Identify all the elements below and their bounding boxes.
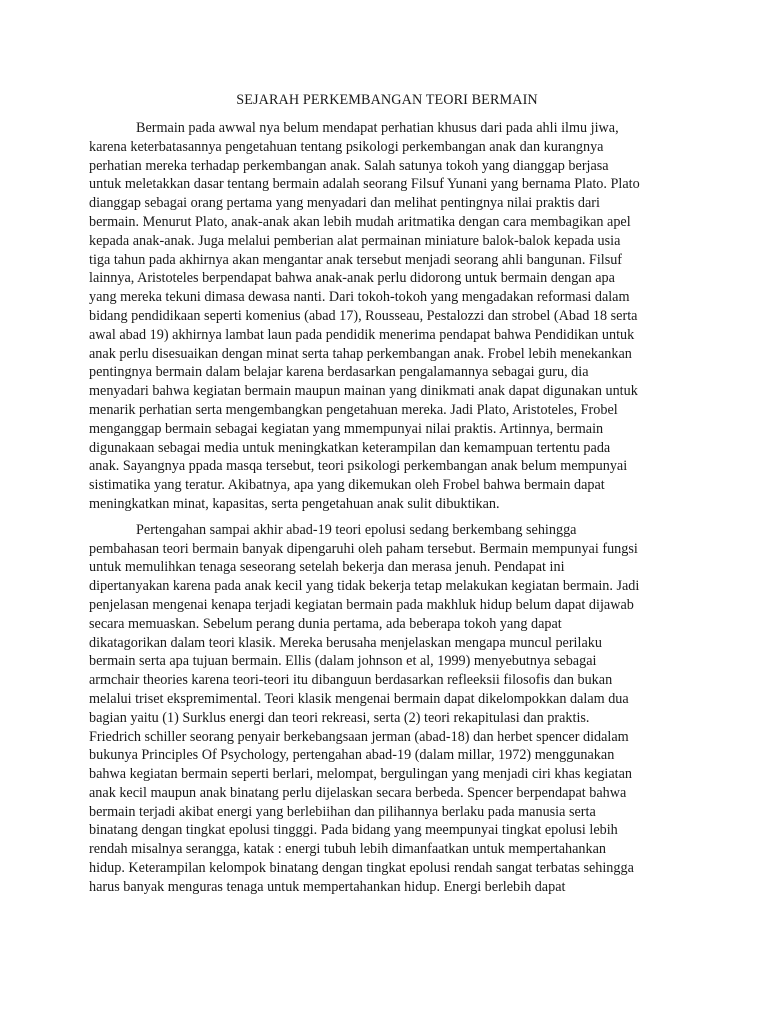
text-line: karena keterbatasannya pengetahuan tentang psikologi perkembangan anak dan kurangnya (89, 138, 604, 155)
document-page (89, 91, 685, 897)
document-title: SEJARAH PERKEMBANGAN TEORI BERMAIN (236, 92, 538, 108)
text-line: Pertengahan sampai akhir abad-19 teori epolusi sedang berkembang sehingga (136, 521, 577, 538)
text-line: penjelasan mengenai kenapa terjadi kegiatan bermain pada makhluk hidup belum dapat dijawab (89, 596, 634, 613)
text-line: menyadari bahwa kegiatan bermain maupun mainan yang dinikmati anak dapat digunakan untuk (89, 383, 638, 400)
text-line: Friedrich schiller seorang penyair berkebangsaan jerman (abad-18) dan herbet spencer didalam (89, 728, 629, 745)
text-line: menarik perhatian serta mengembangkan pengetahuan mereka. Jadi Plato, Aristoteles, Frobel (89, 401, 618, 418)
text-line: melalui triset ekspremimental. Teori klasik mengenai bermain dapat dikelompokkan dalam dua (89, 690, 629, 707)
text-line: awal abad 19) akhirnya lambat laun pada pendidik menerima pendapat bahwa Pendidikan untuk (89, 326, 635, 343)
text-line: digunakaan sebagai media untuk meningkatkan keterampilan dan kemampuan tertentu pada (89, 439, 611, 456)
text-line: binatang dengan tingkat epolusi tingggi. Pada bidang yang meempunyai tingkat epolusi lebih (89, 822, 618, 839)
text-line: bermain serta apa tujuan bermain. Ellis (dalam johnson et al, 1999) menyebutnya sebagai (89, 653, 597, 670)
text-line: bagian yaitu (1) Surklus energi dan teori rekreasi, serta (2) teori rekapitulasi dan praktis. (89, 709, 590, 726)
text-line: bermain terjadi akibat energi yang berlebiihan dan pilihannya berlaku pada manusia serta (89, 803, 596, 820)
text-line: pembahasan teori bermain banyak dipengaruhi oleh paham tersebut. Bermain mempunyai fungsi (89, 540, 638, 557)
text-line: lainnya, Aristoteles berpendapat bahwa anak-anak perlu didorong untuk bermain dengan apa (89, 270, 615, 287)
text-line: bukunya Principles Of Psychology, pertengahan abad-19 (dalam millar, 1972) menggunakan (89, 747, 615, 764)
text-line: menganggap bermain sebagai kegiatan yang mmempunyai nilai praktis. Artinnya, bermain (89, 420, 604, 437)
text-line: rendah misalnya serangga, katak : energi tubuh lebih dimanfaatkan untuk mempertahankan (89, 841, 607, 858)
text-line: anak. Sayangnya ppada masqa tersebut, teori psikologi perkembangan anak belum mempunyai (89, 458, 628, 475)
text-line: anak kecil maupun anak binatang perlu dijelaskan secara berbeda. Spencer berpendapat bahwa (89, 784, 627, 801)
text-line: Bermain pada awwal nya belum mendapat perhatian khusus dari pada ahli ilmu jiwa, (136, 120, 619, 136)
text-line: bermain. Menurut Plato, anak-anak akan lebih mudah aritmatika dengan cara membagikan apel (89, 213, 631, 230)
paragraph-2 (89, 521, 685, 897)
text-line: bidang pendidikaan seperti komenius (abad 17), Rousseau, Pestalozzi dan strobel (Abad 18 serta (89, 307, 638, 324)
text-line: kepada anak-anak. Juga melalui pemberian alat permainan miniature balok-balok kepada usia (89, 232, 621, 249)
text-line: untuk meletakkan dasar tentang bermain adalah seorang Filsuf Yunani yang bernama Plato. Plato (89, 176, 640, 193)
text-line: secara memuaskan. Sebelum perang dunia pertama, ada beberapa tokoh yang dapat (89, 615, 562, 632)
text-line: pentingnya bermain dalam belajar karena berdasarkan pengalamannya sebagai guru, dia (89, 364, 589, 381)
text-line: anak perlu disesuaikan dengan minat serta tahap perkembangan anak. Frobel lebih menekankan (89, 345, 632, 362)
text-line: hidup. Keterampilan kelompok binatang dengan tingkat epolusi rendah sangat terbatas sehingga (89, 860, 634, 877)
text-line: dikatagorikan dalam teori klasik. Mereka berusaha menjelaskan mengapa muncul perilaku (89, 634, 602, 651)
text-line: tiga tahun pada akhirnya akan mengantar anak tersebut menjadi seorang ahli bangunan. Filsuf (89, 251, 623, 268)
text-line: yang mereka tekuni dimasa dewasa nanti. Dari tokoh-tokoh yang mengadakan reformasi dalam (89, 289, 630, 306)
text-line: dianggap sebagai orang pertama yang menyadari dan melihat pentingnya nilai praktis dari (89, 195, 600, 212)
text-line: perhatian mereka terhadap perkembangan anak. Salah satunya tokoh yang dianggap berjasa (89, 157, 609, 174)
text-line: bahwa kegiatan bermain seperti berlari, melompat, bergulingan yang menjadi ciri khas kegiatan (89, 766, 633, 783)
text-line: sistimatika yang teratur. Akibatnya, apa yang dikemukan oleh Frobel bahwa bermain dapat (89, 477, 605, 494)
paragraph-1 (89, 119, 685, 514)
text-line: harus banyak menguras tenaga untuk mempertahankan hidup. Energi berlebih dapat (89, 878, 566, 895)
text-line: untuk memulihkan tenaga seseorang setelah bekerja dan merasa jenuh. Pendapat ini (89, 559, 565, 576)
text-line: dipertanyakan karena pada anak kecil yang tidak bekerja tetap melakukan kegiatan bermain. Jadi (89, 578, 640, 595)
text-line: meningkatkan minat, kapasitas, serta pengetahuan anak sulit dibuktikan. (89, 495, 500, 512)
text-line: armchair theories karena teori-teori itu dibanguun berdasarkan refleeksii filosofis dan bukan (89, 672, 613, 689)
